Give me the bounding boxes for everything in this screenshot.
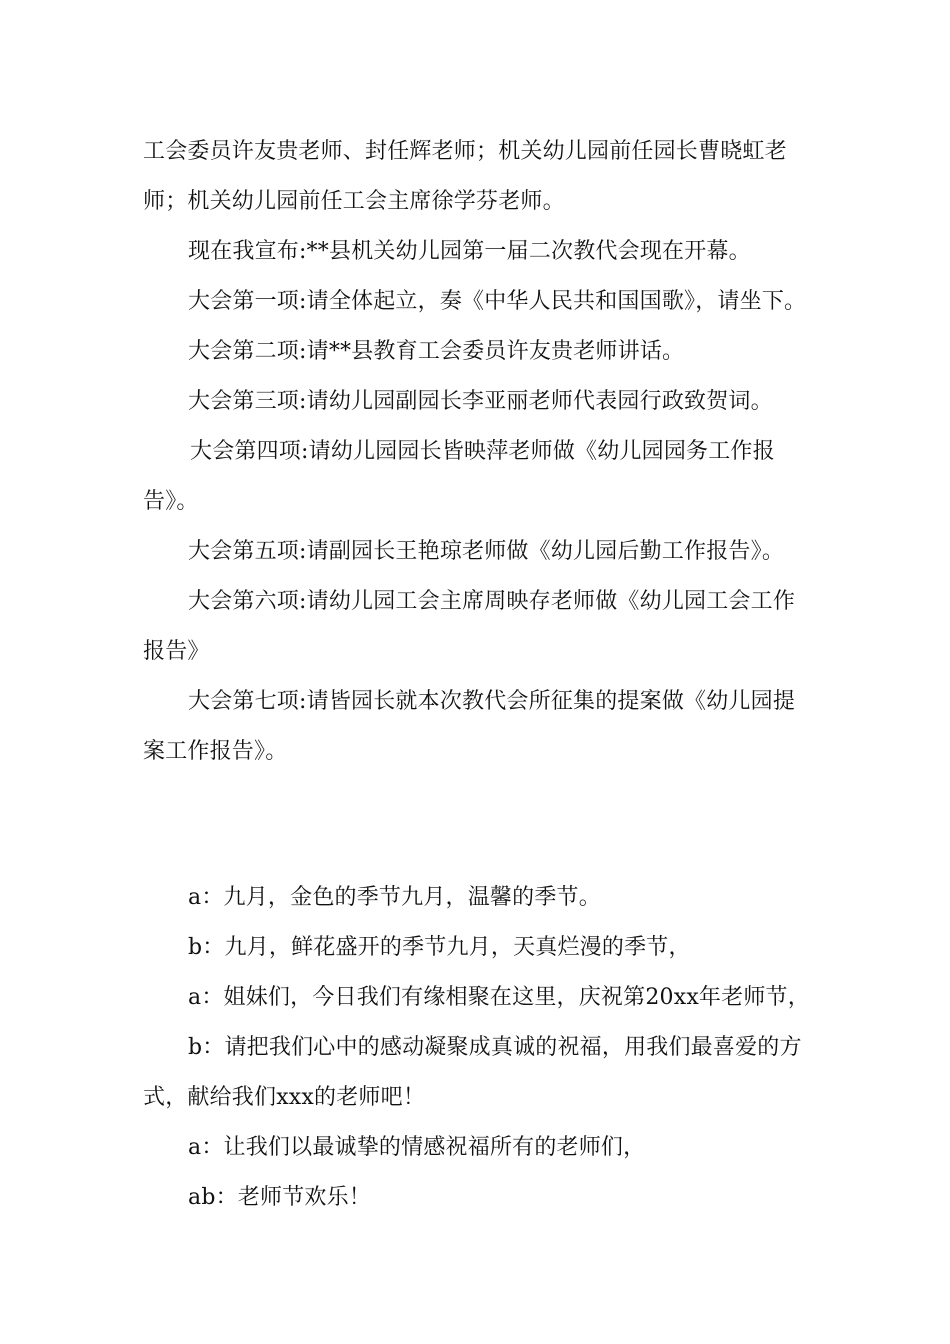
paragraph-agenda-item-7: 大会第七项:请皆园长就本次教代会所征集的提案做《幼儿园提案工作报告》。 bbox=[143, 689, 796, 764]
paragraph-dialogue-a-3: a：让我们以最诚挚的情感祝福所有的老师们， bbox=[188, 1135, 646, 1160]
paragraph-agenda-item-6: 大会第六项:请幼儿园工会主席周映存老师做《幼儿园工会工作报告》 bbox=[143, 589, 796, 664]
paragraph-dialogue-b-2: b：请把我们心中的感动凝聚成真诚的祝福，用我们最喜爱的方式，献给我们xxx的老师吧！ bbox=[143, 1035, 802, 1110]
paragraph-dialogue-ab: ab：老师节欢乐！ bbox=[188, 1185, 371, 1210]
paragraph-agenda-item-1: 大会第一项:请全体起立，奏《中华人民共和国国歌》，请坐下。 bbox=[188, 289, 807, 314]
paragraph-dialogue-a-1: a：九月，金色的季节九月，温馨的季节。 bbox=[188, 885, 601, 910]
paragraph-dialogue-b-1: b：九月，鲜花盛开的季节九月，天真烂漫的季节， bbox=[188, 935, 691, 960]
paragraph-agenda-item-4: 大会第四项:请幼儿园园长皆映萍老师做《幼儿园园务工作报告》。 bbox=[143, 439, 775, 514]
paragraph-agenda-item-5: 大会第五项:请副园长王艳琼老师做《幼儿园后勤工作报告》。 bbox=[188, 539, 785, 564]
paragraph-agenda-item-2: 大会第二项:请**县教育工会委员许友贵老师讲话。 bbox=[188, 339, 685, 364]
paragraph-dialogue-a-2: a：姐妹们，今日我们有缘相聚在这里，庆祝第20xx年老师节， bbox=[188, 985, 810, 1010]
paragraph-opening-announcement: 现在我宣布:**县机关幼儿园第一届二次教代会现在开幕。 bbox=[188, 239, 751, 264]
paragraph-agenda-item-3: 大会第三项:请幼儿园副园长李亚丽老师代表园行政致贺词。 bbox=[188, 389, 773, 414]
paragraph-attendees-continued: 工会委员许友贵老师、封任辉老师；机关幼儿园前任园长曹晓虹老师；机关幼儿园前任工会主席徐学芬老师。 bbox=[143, 139, 787, 214]
